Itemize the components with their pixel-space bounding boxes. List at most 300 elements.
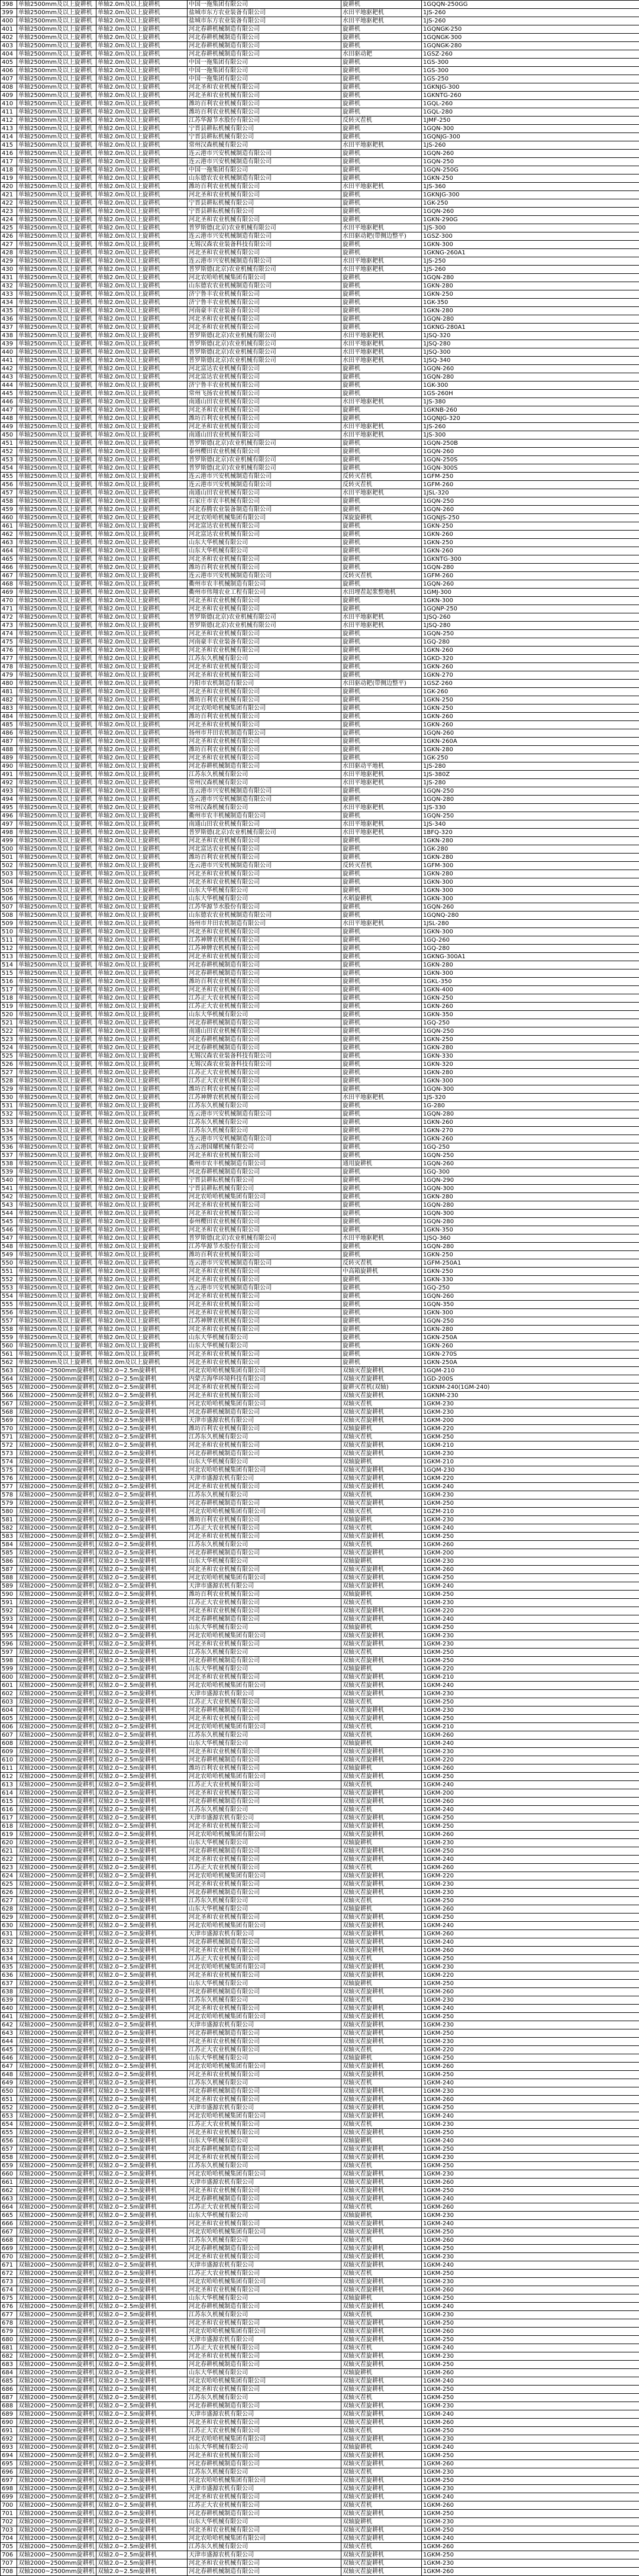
table-row bbox=[1, 2510, 639, 2518]
cell-product-name: 反转灭茬机 bbox=[341, 572, 422, 580]
cell-grade: 双轴2.0~2.5m旋耕机 bbox=[96, 1947, 188, 1955]
cell-manufacturer: 泰州樱田农业机械有限公司 bbox=[188, 448, 341, 456]
cell-manufacturer: 山东德农农业机械制造有限公司 bbox=[188, 912, 341, 920]
cell-model: 1GKM-210 bbox=[422, 1441, 639, 1450]
table-row bbox=[1, 771, 639, 779]
cell-index: 685 bbox=[1, 2377, 17, 2386]
cell-product-name: 双轴灭茬旋耕机 bbox=[341, 2485, 422, 2493]
cell-model: 1GQN-280 bbox=[422, 796, 639, 804]
cell-index: 523 bbox=[1, 1036, 17, 1044]
table-row bbox=[1, 1359, 639, 1367]
cell-category: 单轴2500mm及以上旋耕机 bbox=[17, 986, 96, 994]
cell-category: 双轴2000~2500mm旋耕机 bbox=[17, 1963, 96, 1971]
table-row bbox=[1, 117, 639, 125]
table-row bbox=[1, 1914, 639, 1922]
cell-manufacturer: 山东大华机械有限公司 bbox=[188, 2054, 341, 2063]
cell-manufacturer: 河北春耕机械制造有限公司 bbox=[188, 2402, 341, 2410]
cell-model: 1GKM-260 bbox=[422, 1731, 639, 1740]
cell-category: 单轴2500mm及以上旋耕机 bbox=[17, 1077, 96, 1085]
cell-model: 1GQNGK-250 bbox=[422, 25, 639, 34]
cell-grade: 双轴2.0~2.5m旋耕机 bbox=[96, 1574, 188, 1582]
table-row bbox=[1, 655, 639, 663]
cell-manufacturer: 江苏正大农业机械有限公司 bbox=[188, 1864, 341, 1872]
cell-manufacturer: 河北春耕机械制造有限公司 bbox=[188, 1019, 341, 1027]
cell-model: 1GKM-250 bbox=[422, 1574, 639, 1582]
cell-index: 691 bbox=[1, 2427, 17, 2435]
cell-manufacturer: 河北圣和农业机械有限公司 bbox=[188, 1971, 341, 1980]
cell-product-name: 旋耕机 bbox=[341, 531, 422, 539]
cell-category: 单轴2500mm及以上旋耕机 bbox=[17, 266, 96, 274]
cell-grade: 单轴2.0m及以上旋耕机 bbox=[96, 150, 188, 158]
cell-manufacturer: 河北农哈哈机械集团有限公司 bbox=[188, 2112, 341, 2121]
cell-category: 单轴2500mm及以上旋耕机 bbox=[17, 754, 96, 762]
table-row bbox=[1, 1085, 639, 1094]
table-row bbox=[1, 307, 639, 315]
cell-grade: 单轴2.0m及以上旋耕机 bbox=[96, 340, 188, 348]
cell-category: 双轴2000~2500mm旋耕机 bbox=[17, 2559, 96, 2568]
cell-model: 1GKM-250 bbox=[422, 1433, 639, 1441]
cell-category: 双轴2000~2500mm旋耕机 bbox=[17, 2485, 96, 2493]
cell-manufacturer: 盐城市东方农业装备有限公司 bbox=[188, 17, 341, 25]
cell-product-name: 双轴灭茬机 bbox=[341, 1781, 422, 1789]
cell-product-name: 旋耕机 bbox=[341, 961, 422, 969]
table-row bbox=[1, 108, 639, 117]
cell-manufacturer: 河北春耕机械制造有限公司 bbox=[188, 1657, 341, 1665]
cell-product-name: 双轴灭茬机 bbox=[341, 1731, 422, 1740]
cell-manufacturer: 河北圣和农业机械有限公司 bbox=[188, 1268, 341, 1276]
cell-model: 1GKM-240 bbox=[422, 1806, 639, 1814]
table-row bbox=[1, 1773, 639, 1781]
cell-index: 641 bbox=[1, 2013, 17, 2021]
cell-index: 415 bbox=[1, 141, 17, 150]
cell-index: 651 bbox=[1, 2096, 17, 2104]
cell-manufacturer: 潍坊百利农业机械有限公司 bbox=[188, 978, 341, 986]
cell-grade: 单轴2.0m及以上旋耕机 bbox=[96, 307, 188, 315]
table-row bbox=[1, 647, 639, 655]
cell-category: 单轴2500mm及以上旋耕机 bbox=[17, 42, 96, 50]
table-row bbox=[1, 2071, 639, 2079]
cell-manufacturer: 河北圣和农业机械有限公司 bbox=[188, 738, 341, 746]
cell-model: 1GKM-230 bbox=[422, 2038, 639, 2046]
cell-category: 单轴2500mm及以上旋耕机 bbox=[17, 1201, 96, 1210]
cell-grade: 双轴2.0~2.5m旋耕机 bbox=[96, 2129, 188, 2137]
table-row bbox=[1, 1309, 639, 1317]
cell-grade: 双轴2.0~2.5m旋耕机 bbox=[96, 1549, 188, 1557]
cell-product-name: 水田平地驱耙机 bbox=[341, 141, 422, 150]
cell-grade: 单轴2.0m及以上旋耕机 bbox=[96, 406, 188, 415]
cell-index: 446 bbox=[1, 398, 17, 406]
cell-category: 双轴2000~2500mm旋耕机 bbox=[17, 1938, 96, 1947]
cell-index: 503 bbox=[1, 870, 17, 878]
cell-category: 单轴2500mm及以上旋耕机 bbox=[17, 481, 96, 489]
cell-product-name: 旋耕机 bbox=[341, 208, 422, 216]
cell-model: 1GKM-250 bbox=[422, 2452, 639, 2460]
cell-product-name: 水田平地驱耙机 bbox=[341, 398, 422, 406]
cell-category: 单轴2500mm及以上旋耕机 bbox=[17, 1102, 96, 1110]
cell-index: 704 bbox=[1, 2535, 17, 2543]
cell-grade: 单轴2.0m及以上旋耕机 bbox=[96, 845, 188, 854]
table-row bbox=[1, 382, 639, 390]
cell-grade: 单轴2.0m及以上旋耕机 bbox=[96, 497, 188, 506]
table-row bbox=[1, 845, 639, 854]
cell-category: 双轴2000~2500mm旋耕机 bbox=[17, 2145, 96, 2154]
cell-product-name: 水稻旋耕机 bbox=[341, 895, 422, 903]
cell-product-name: 旋耕机 bbox=[341, 945, 422, 953]
cell-category: 单轴2500mm及以上旋耕机 bbox=[17, 1135, 96, 1143]
table-row bbox=[1, 9, 639, 17]
cell-grade: 双轴2.0~2.5m旋耕机 bbox=[96, 2220, 188, 2228]
cell-manufacturer: 南通山田农业机械有限公司 bbox=[188, 820, 341, 829]
cell-category: 双轴2000~2500mm旋耕机 bbox=[17, 2162, 96, 2170]
cell-category: 双轴2000~2500mm旋耕机 bbox=[17, 1408, 96, 1417]
cell-manufacturer: 石家庄市农丰机械有限公司 bbox=[188, 497, 341, 506]
cell-index: 536 bbox=[1, 1143, 17, 1152]
cell-manufacturer: 江苏东久机械有限公司 bbox=[188, 2162, 341, 2170]
cell-manufacturer: 河北富达农业机械有限公司 bbox=[188, 365, 341, 373]
cell-model: 1GKM-250 bbox=[422, 1698, 639, 1706]
cell-manufacturer: 河北春耕机械制造有限公司 bbox=[188, 1408, 341, 1417]
cell-index: 583 bbox=[1, 1533, 17, 1541]
cell-model: 1GKM-250 bbox=[422, 2386, 639, 2394]
cell-manufacturer: 江苏东久机械有限公司 bbox=[188, 1119, 341, 1127]
cell-model: 1GZM-210 bbox=[422, 1508, 639, 1516]
cell-index: 528 bbox=[1, 1077, 17, 1085]
table-row bbox=[1, 1723, 639, 1731]
table-row bbox=[1, 2129, 639, 2137]
cell-model: 1GQNJS-250 bbox=[422, 514, 639, 522]
cell-manufacturer: 江苏东久机械有限公司 bbox=[188, 1433, 341, 1441]
cell-grade: 单轴2.0m及以上旋耕机 bbox=[96, 133, 188, 141]
cell-grade: 单轴2.0m及以上旋耕机 bbox=[96, 713, 188, 721]
cell-manufacturer: 河北农哈哈机械集团有限公司 bbox=[188, 1773, 341, 1781]
cell-product-name: 旋耕机 bbox=[341, 1210, 422, 1218]
cell-category: 单轴2500mm及以上旋耕机 bbox=[17, 1119, 96, 1127]
cell-model: 1GKM-240 bbox=[422, 2195, 639, 2203]
cell-grade: 单轴2.0m及以上旋耕机 bbox=[96, 820, 188, 829]
cell-grade: 单轴2.0m及以上旋耕机 bbox=[96, 183, 188, 191]
cell-category: 双轴2000~2500mm旋耕机 bbox=[17, 1491, 96, 1499]
cell-product-name: 双轴灭茬旋耕机 bbox=[341, 2187, 422, 2195]
cell-product-name: 双轴灭茬旋耕机 bbox=[341, 1450, 422, 1458]
cell-grade: 双轴2.0~2.5m旋耕机 bbox=[96, 2162, 188, 2170]
cell-index: 592 bbox=[1, 1607, 17, 1615]
cell-index: 474 bbox=[1, 630, 17, 638]
cell-index: 605 bbox=[1, 1715, 17, 1723]
cell-model: 1GKN-250 bbox=[422, 290, 639, 299]
cell-grade: 双轴2.0~2.5m旋耕机 bbox=[96, 1441, 188, 1450]
cell-manufacturer: 山东大华机械有限公司 bbox=[188, 1557, 341, 1566]
cell-index: 625 bbox=[1, 1880, 17, 1889]
cell-index: 399 bbox=[1, 9, 17, 17]
cell-model: 1GKM-220 bbox=[422, 1425, 639, 1433]
cell-model: 1GQN-280 bbox=[422, 1201, 639, 1210]
cell-grade: 双轴2.0~2.5m旋耕机 bbox=[96, 1806, 188, 1814]
cell-grade: 单轴2.0m及以上旋耕机 bbox=[96, 1102, 188, 1110]
cell-index: 679 bbox=[1, 2328, 17, 2336]
cell-manufacturer: 连云港市兴安机械制造有限公司 bbox=[188, 1135, 341, 1143]
cell-product-name: 双轴灭茬旋耕机 bbox=[341, 1549, 422, 1557]
cell-model: 1GKM-220 bbox=[422, 2046, 639, 2054]
cell-manufacturer: 河北圣和农业机械有限公司 bbox=[188, 92, 341, 100]
cell-manufacturer: 河北春耕机械制造有限公司 bbox=[188, 1450, 341, 1458]
cell-model: 1GKM-260 bbox=[422, 1798, 639, 1806]
cell-category: 单轴2500mm及以上旋耕机 bbox=[17, 1085, 96, 1094]
table-row bbox=[1, 1798, 639, 1806]
cell-model: 1GQN-250S bbox=[422, 456, 639, 464]
cell-grade: 单轴2.0m及以上旋耕机 bbox=[96, 638, 188, 647]
table-row bbox=[1, 1822, 639, 1831]
table-row bbox=[1, 1557, 639, 1566]
cell-model: 1GKM-250 bbox=[422, 1914, 639, 1922]
cell-manufacturer: 河北圣和农业机械有限公司 bbox=[188, 1822, 341, 1831]
cell-index: 418 bbox=[1, 166, 17, 174]
cell-model: 1GKM-250 bbox=[422, 2551, 639, 2559]
table-row bbox=[1, 713, 639, 721]
cell-index: 525 bbox=[1, 1052, 17, 1061]
cell-category: 双轴2000~2500mm旋耕机 bbox=[17, 2112, 96, 2121]
cell-model: 1GKN-350 bbox=[422, 1011, 639, 1019]
cell-category: 单轴2500mm及以上旋耕机 bbox=[17, 1326, 96, 1334]
cell-category: 单轴2500mm及以上旋耕机 bbox=[17, 1284, 96, 1292]
cell-grade: 双轴2.0~2.5m旋耕机 bbox=[96, 2535, 188, 2543]
cell-grade: 单轴2.0m及以上旋耕机 bbox=[96, 191, 188, 199]
cell-manufacturer: 普罗斯德(北京)农业机械有限公司 bbox=[188, 357, 341, 365]
cell-index: 462 bbox=[1, 531, 17, 539]
cell-manufacturer: 江苏华源节水股份有限公司 bbox=[188, 1243, 341, 1251]
cell-product-name: 旋耕机 bbox=[341, 1334, 422, 1342]
cell-index: 433 bbox=[1, 290, 17, 299]
cell-category: 双轴2000~2500mm旋耕机 bbox=[17, 2220, 96, 2228]
cell-model: 1GKM-230 bbox=[422, 1491, 639, 1499]
cell-manufacturer: 河北圣和农业机械有限公司 bbox=[188, 663, 341, 671]
cell-category: 双轴2000~2500mm旋耕机 bbox=[17, 2071, 96, 2079]
table-row bbox=[1, 100, 639, 108]
cell-grade: 单轴2.0m及以上旋耕机 bbox=[96, 912, 188, 920]
cell-product-name: 旋耕机 bbox=[341, 108, 422, 117]
cell-manufacturer: 河北春耕机械制造有限公司 bbox=[188, 961, 341, 969]
cell-index: 571 bbox=[1, 1433, 17, 1441]
cell-model: 1GKM-250 bbox=[422, 1955, 639, 1963]
cell-product-name: 水田平地驱耙机 bbox=[341, 804, 422, 812]
cell-model: 1GKN-260 bbox=[422, 1135, 639, 1143]
cell-grade: 单轴2.0m及以上旋耕机 bbox=[96, 1152, 188, 1160]
cell-index: 535 bbox=[1, 1135, 17, 1143]
cell-index: 629 bbox=[1, 1914, 17, 1922]
cell-model: 1GQN-260 bbox=[422, 580, 639, 589]
table-row bbox=[1, 1764, 639, 1773]
cell-category: 单轴2500mm及以上旋耕机 bbox=[17, 415, 96, 423]
cell-model: 1GKN-250 bbox=[422, 539, 639, 547]
cell-product-name: 双轴灭茬旋耕机 bbox=[341, 1947, 422, 1955]
cell-category: 双轴2000~2500mm旋耕机 bbox=[17, 1905, 96, 1914]
cell-grade: 单轴2.0m及以上旋耕机 bbox=[96, 539, 188, 547]
cell-grade: 单轴2.0m及以上旋耕机 bbox=[96, 456, 188, 464]
cell-grade: 单轴2.0m及以上旋耕机 bbox=[96, 1218, 188, 1226]
cell-index: 663 bbox=[1, 2195, 17, 2203]
cell-product-name: 旋耕机 bbox=[341, 796, 422, 804]
cell-model: 1GKM-240 bbox=[422, 2261, 639, 2270]
cell-index: 562 bbox=[1, 1359, 17, 1367]
cell-grade: 单轴2.0m及以上旋耕机 bbox=[96, 754, 188, 762]
cell-grade: 双轴2.0~2.5m旋耕机 bbox=[96, 2195, 188, 2203]
cell-model: 1GKM-250 bbox=[422, 1657, 639, 1665]
cell-product-name: 双轴灭茬旋耕机 bbox=[341, 1475, 422, 1483]
cell-category: 单轴2500mm及以上旋耕机 bbox=[17, 25, 96, 34]
cell-model: 1GKN-300 bbox=[422, 887, 639, 895]
cell-product-name: 旋耕机 bbox=[341, 580, 422, 589]
cell-product-name: 旋耕机 bbox=[341, 928, 422, 936]
table-row bbox=[1, 2551, 639, 2559]
cell-category: 单轴2500mm及以上旋耕机 bbox=[17, 912, 96, 920]
cell-product-name: 双轴旋耕机 bbox=[341, 1425, 422, 1433]
cell-manufacturer: 连云港市兴安机械制造有限公司 bbox=[188, 158, 341, 166]
cell-category: 单轴2500mm及以上旋耕机 bbox=[17, 837, 96, 845]
cell-model: 1GQ-250 bbox=[422, 1019, 639, 1027]
cell-manufacturer: 江苏东久机械有限公司 bbox=[188, 1102, 341, 1110]
cell-index: 504 bbox=[1, 878, 17, 887]
cell-manufacturer: 内蒙古海华环境科技有限公司 bbox=[188, 1375, 341, 1384]
cell-manufacturer: 江苏东久机械有限公司 bbox=[188, 1127, 341, 1135]
table-row bbox=[1, 1326, 639, 1334]
cell-grade: 双轴2.0~2.5m旋耕机 bbox=[96, 2203, 188, 2212]
cell-manufacturer: 连云港市兴安机械制造有限公司 bbox=[188, 150, 341, 158]
cell-model: 1GQN-280 bbox=[422, 1218, 639, 1226]
cell-model: 1GQN-300 bbox=[422, 125, 639, 133]
cell-model: 1GQL-280 bbox=[422, 108, 639, 117]
cell-manufacturer: 河北农哈哈机械集团有限公司 bbox=[188, 1632, 341, 1640]
table-row bbox=[1, 1069, 639, 1077]
table-row bbox=[1, 671, 639, 680]
table-row bbox=[1, 1715, 639, 1723]
cell-category: 双轴2000~2500mm旋耕机 bbox=[17, 1847, 96, 1856]
cell-manufacturer: 山东大华机械有限公司 bbox=[188, 2518, 341, 2526]
cell-model: 1GK-300 bbox=[422, 382, 639, 390]
table-row bbox=[1, 506, 639, 514]
cell-model: 1GS-260H bbox=[422, 390, 639, 398]
cell-manufacturer: 连云港市兴安机械制造有限公司 bbox=[188, 796, 341, 804]
cell-category: 单轴2500mm及以上旋耕机 bbox=[17, 1003, 96, 1011]
cell-index: 449 bbox=[1, 423, 17, 431]
cell-manufacturer: 江苏正大农业机械有限公司 bbox=[188, 2046, 341, 2054]
cell-grade: 双轴2.0~2.5m旋耕机 bbox=[96, 2336, 188, 2344]
cell-product-name: 旋耕机 bbox=[341, 1003, 422, 1011]
table-row bbox=[1, 1574, 639, 1582]
cell-model: 1GKM-250 bbox=[422, 2029, 639, 2038]
cell-model: 1GKN-270 bbox=[422, 1127, 639, 1135]
cell-category: 双轴2000~2500mm旋耕机 bbox=[17, 2551, 96, 2559]
cell-product-name: 双轴灭茬旋耕机 bbox=[341, 1417, 422, 1425]
cell-index: 680 bbox=[1, 2336, 17, 2344]
cell-index: 518 bbox=[1, 994, 17, 1003]
cell-product-name: 双轴灭茬旋耕机 bbox=[341, 1375, 422, 1384]
cell-grade: 双轴2.0~2.5m旋耕机 bbox=[96, 2096, 188, 2104]
cell-category: 双轴2000~2500mm旋耕机 bbox=[17, 2311, 96, 2319]
cell-category: 单轴2500mm及以上旋耕机 bbox=[17, 464, 96, 473]
cell-product-name: 双轴旋耕机 bbox=[341, 2369, 422, 2377]
table-row bbox=[1, 1516, 639, 1524]
cell-model: 1JS-260 bbox=[422, 9, 639, 17]
cell-index: 443 bbox=[1, 373, 17, 382]
cell-grade: 双轴2.0~2.5m旋耕机 bbox=[96, 2559, 188, 2568]
cell-index: 430 bbox=[1, 266, 17, 274]
table-row bbox=[1, 961, 639, 969]
cell-model: 1JSQ-320 bbox=[422, 332, 639, 340]
cell-index: 420 bbox=[1, 183, 17, 191]
cell-grade: 单轴2.0m及以上旋耕机 bbox=[96, 1243, 188, 1251]
cell-product-name: 双轴灭茬机 bbox=[341, 1996, 422, 2005]
cell-model: 1GQN-300 bbox=[422, 1210, 639, 1218]
cell-manufacturer: 河北圣和农业机械有限公司 bbox=[188, 605, 341, 613]
cell-index: 570 bbox=[1, 1425, 17, 1433]
cell-manufacturer: 江苏正大农业机械有限公司 bbox=[188, 1955, 341, 1963]
cell-manufacturer: 河北圣和农业机械有限公司 bbox=[188, 2286, 341, 2294]
cell-index: 684 bbox=[1, 2369, 17, 2377]
cell-product-name: 双轴旋耕机 bbox=[341, 1764, 422, 1773]
cell-manufacturer: 河北圣和农业机械有限公司 bbox=[188, 2154, 341, 2162]
cell-grade: 单轴2.0m及以上旋耕机 bbox=[96, 928, 188, 936]
cell-grade: 双轴2.0~2.5m旋耕机 bbox=[96, 2361, 188, 2369]
table-row bbox=[1, 324, 639, 332]
cell-model: 1GKM-250 bbox=[422, 2336, 639, 2344]
cell-model: 1GKN-260 bbox=[422, 647, 639, 655]
table-row bbox=[1, 2352, 639, 2361]
cell-model: 1GKM-230 bbox=[422, 2311, 639, 2319]
table-row bbox=[1, 704, 639, 713]
cell-manufacturer: 河北圣和农业机械有限公司 bbox=[188, 597, 341, 605]
table-row bbox=[1, 2336, 639, 2344]
cell-index: 416 bbox=[1, 150, 17, 158]
cell-index: 546 bbox=[1, 1226, 17, 1234]
cell-product-name: 旋耕机 bbox=[341, 704, 422, 713]
cell-manufacturer: 江苏正大农业机械有限公司 bbox=[188, 1698, 341, 1706]
cell-model: 1GKM-210 bbox=[422, 1673, 639, 1682]
cell-model: 1GKM-240 bbox=[422, 2112, 639, 2121]
cell-index: 493 bbox=[1, 787, 17, 796]
cell-index: 513 bbox=[1, 953, 17, 961]
cell-model: 1GKM-230 bbox=[422, 2253, 639, 2261]
table-row bbox=[1, 2220, 639, 2228]
table-row bbox=[1, 854, 639, 862]
cell-model: 1GKM-250 bbox=[422, 2427, 639, 2435]
cell-product-name: 双轴灭茬旋耕机 bbox=[341, 1615, 422, 1624]
cell-grade: 单轴2.0m及以上旋耕机 bbox=[96, 1342, 188, 1350]
cell-manufacturer: 潍坊百利农业机械有限公司 bbox=[188, 1591, 341, 1599]
table-row bbox=[1, 266, 639, 274]
cell-category: 双轴2000~2500mm旋耕机 bbox=[17, 2203, 96, 2212]
cell-grade: 双轴2.0~2.5m旋耕机 bbox=[96, 2071, 188, 2079]
table-row bbox=[1, 1317, 639, 1326]
cell-product-name: 双轴灭茬旋耕机 bbox=[341, 2361, 422, 2369]
cell-grade: 双轴2.0~2.5m旋耕机 bbox=[96, 2328, 188, 2336]
cell-grade: 双轴2.0~2.5m旋耕机 bbox=[96, 2154, 188, 2162]
cell-manufacturer: 河北农哈哈机械集团有限公司 bbox=[188, 1574, 341, 1582]
cell-grade: 双轴2.0~2.5m旋耕机 bbox=[96, 1483, 188, 1491]
cell-product-name: 旋耕机 bbox=[341, 83, 422, 92]
cell-category: 单轴2500mm及以上旋耕机 bbox=[17, 547, 96, 555]
cell-category: 单轴2500mm及以上旋耕机 bbox=[17, 1152, 96, 1160]
cell-index: 586 bbox=[1, 1557, 17, 1566]
cell-manufacturer: 河北圣和农业机械有限公司 bbox=[188, 1152, 341, 1160]
cell-index: 438 bbox=[1, 332, 17, 340]
cell-grade: 双轴2.0~2.5m旋耕机 bbox=[96, 1706, 188, 1715]
cell-grade: 单轴2.0m及以上旋耕机 bbox=[96, 1011, 188, 1019]
cell-index: 565 bbox=[1, 1384, 17, 1392]
cell-index: 688 bbox=[1, 2402, 17, 2410]
table-row bbox=[1, 746, 639, 754]
cell-manufacturer: 河北春耕机械制造有限公司 bbox=[188, 1756, 341, 1764]
cell-grade: 单轴2.0m及以上旋耕机 bbox=[96, 506, 188, 514]
table-row bbox=[1, 878, 639, 887]
